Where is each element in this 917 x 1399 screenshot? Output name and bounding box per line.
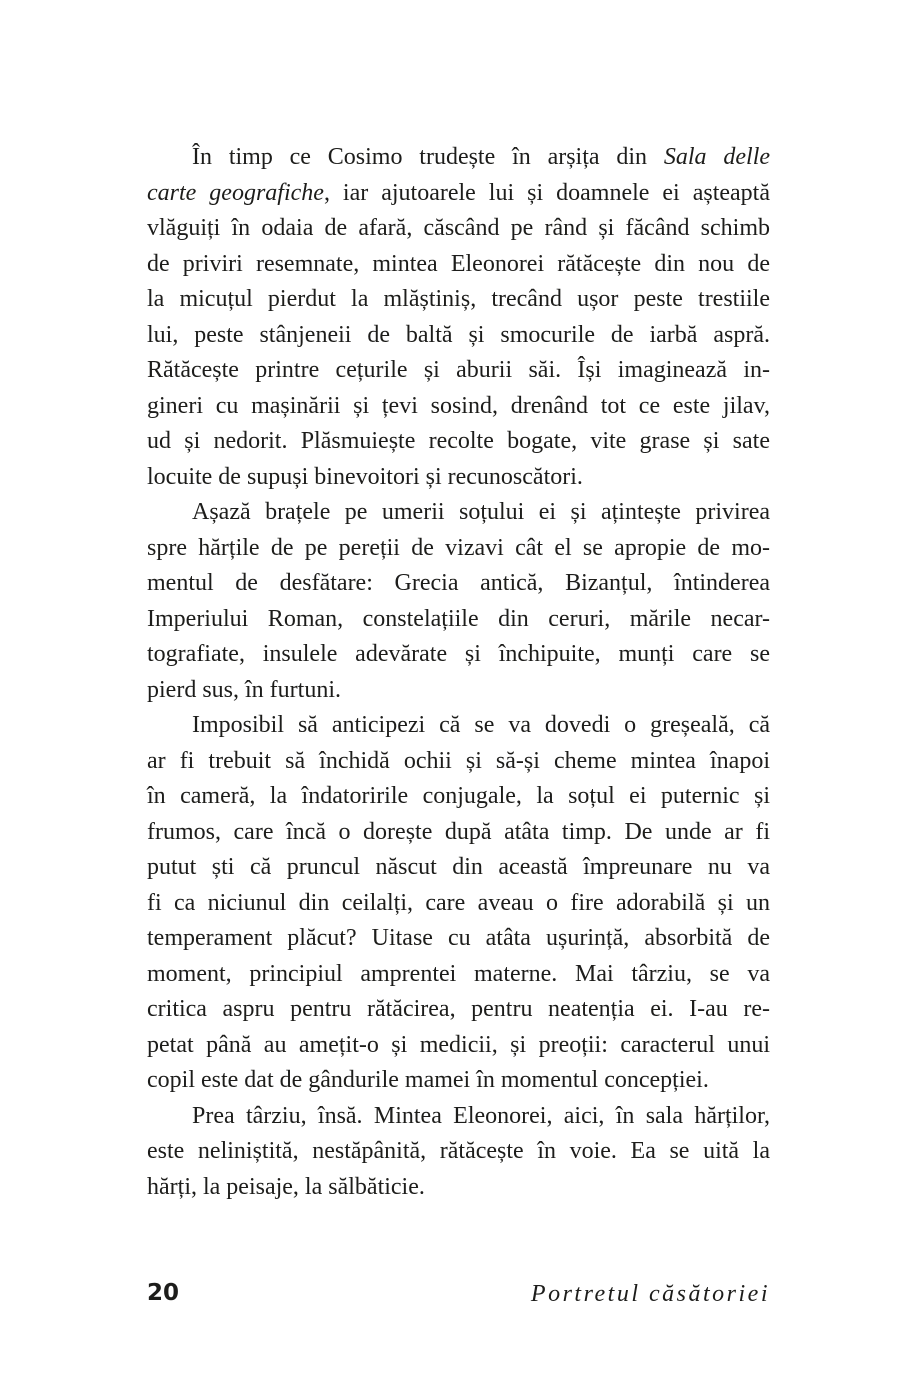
text-line <box>147 1170 770 1206</box>
text-line <box>147 886 770 922</box>
text-segment: lui, peste stânjeneii de baltă și smocurile de iarbă aspră. <box>147 321 770 348</box>
text-segment: Imperiului Roman, constelațiile din ceruri, mările necar- <box>147 605 770 632</box>
text-segment: , iar ajutoarele lui și doamnele ei așteaptă <box>323 179 770 206</box>
text-segment: În timp ce Cosimo trudește în arșița din <box>192 144 664 170</box>
paragraph <box>147 708 770 1099</box>
text-segment: Rătăcește printre cețurile și aburii săi. Își imaginează in- <box>147 357 770 383</box>
text-line <box>147 353 770 389</box>
text-segment: ar fi trebuit să închidă ochii și să-și cheme mintea înapoi <box>147 747 770 774</box>
paragraph <box>147 1099 770 1206</box>
italic-text-segment: Sala delle <box>663 144 771 170</box>
text-line <box>147 602 770 638</box>
text-line <box>147 850 770 886</box>
text-line <box>147 708 770 744</box>
text-segment: ud și nedorit. Plăsmuiește recolte bogate, vite grase și sate <box>147 428 770 454</box>
text-segment: critica aspru pentru rătăcirea, pentru neatenția ei. I-au re- <box>147 996 770 1022</box>
text-segment: locuite de supuși binevoitori și recunoscători. <box>147 463 583 490</box>
text-segment: vlăguiți în odaia de afară, căscând pe rând și făcând schimb <box>147 215 770 241</box>
text-line <box>147 211 770 247</box>
text-segment: copil este dat de gândurile mamei în momentul concepției. <box>147 1067 709 1093</box>
text-segment: Așază brațele pe umerii soțului ei și ațintește privirea <box>192 499 770 525</box>
text-segment: gineri cu mașinării și țevi sosind, drenând tot ce este jilav, <box>147 392 770 419</box>
page-number: 20 <box>147 1280 180 1306</box>
text-segment: frumos, care încă o dorește după atâta timp. De unde ar fi <box>147 818 770 845</box>
text-segment: la micuțul pierdut la mlăștiniș, trecând ușor peste trestiile <box>147 286 770 312</box>
text-segment: spre hărțile de pe pereții de vizavi cât el se apropie de mo- <box>147 534 770 561</box>
paragraph <box>147 495 770 708</box>
text-segment: de priviri resemnate, mintea Eleonorei rătăcește din nou de <box>147 250 770 277</box>
text-line <box>147 176 770 212</box>
text-line <box>147 247 770 283</box>
text-line <box>147 1063 770 1099</box>
text-line <box>147 673 770 709</box>
text-segment: pierd sus, în furtuni. <box>147 676 341 703</box>
text-segment: temperament plăcut? Uitase cu atâta ușurință, absorbită de <box>147 925 770 951</box>
text-segment: Imposibil să anticipezi că se va dovedi o greșeală, că <box>192 712 770 738</box>
text-line <box>147 779 770 815</box>
text-line <box>147 282 770 318</box>
text-line <box>147 566 770 602</box>
text-segment: putut ști că pruncul născut din această împreunare nu va <box>147 854 770 880</box>
text-segment: hărți, la peisaje, la sălbăticie. <box>147 1173 425 1200</box>
text-line <box>147 992 770 1028</box>
italic-text-segment: carte geografiche <box>147 179 324 206</box>
text-line <box>147 389 770 425</box>
text-segment: în cameră, la îndatoririle conjugale, la soțul ei puternic și <box>147 783 770 809</box>
text-segment: moment, principiul amprentei materne. Mai târziu, se va <box>147 960 770 987</box>
text-line <box>147 921 770 957</box>
text-segment: petat până au amețit-o și medicii, și preoții: caracterul unui <box>147 1031 770 1058</box>
page-text <box>147 140 770 1205</box>
text-line <box>147 744 770 780</box>
text-line <box>147 637 770 673</box>
text-segment: tografiate, insulele adevărate și închipuite, munți care se <box>147 641 770 667</box>
text-line <box>147 957 770 993</box>
text-line <box>147 1028 770 1064</box>
text-segment: este neliniștită, nestăpânită, rătăcește în voie. Ea se uită la <box>147 1138 770 1164</box>
text-line <box>147 460 770 496</box>
text-line <box>147 531 770 567</box>
text-line <box>147 1134 770 1170</box>
text-segment: mentul de desfătare: Grecia antică, Bizanțul, întinderea <box>147 570 770 596</box>
text-line <box>147 495 770 531</box>
text-segment: fi ca niciunul din ceilalți, care aveau o fire adorabilă și un <box>147 889 770 916</box>
running-title: Portretul căsătoriei <box>530 1281 770 1307</box>
text-line <box>147 140 770 176</box>
text-line <box>147 1099 770 1135</box>
text-segment: Prea târziu, însă. Mintea Eleonorei, aici, în sala hărților, <box>192 1102 770 1129</box>
paragraph <box>147 140 770 495</box>
text-line <box>147 815 770 851</box>
text-line <box>147 318 770 354</box>
text-line <box>147 424 770 460</box>
